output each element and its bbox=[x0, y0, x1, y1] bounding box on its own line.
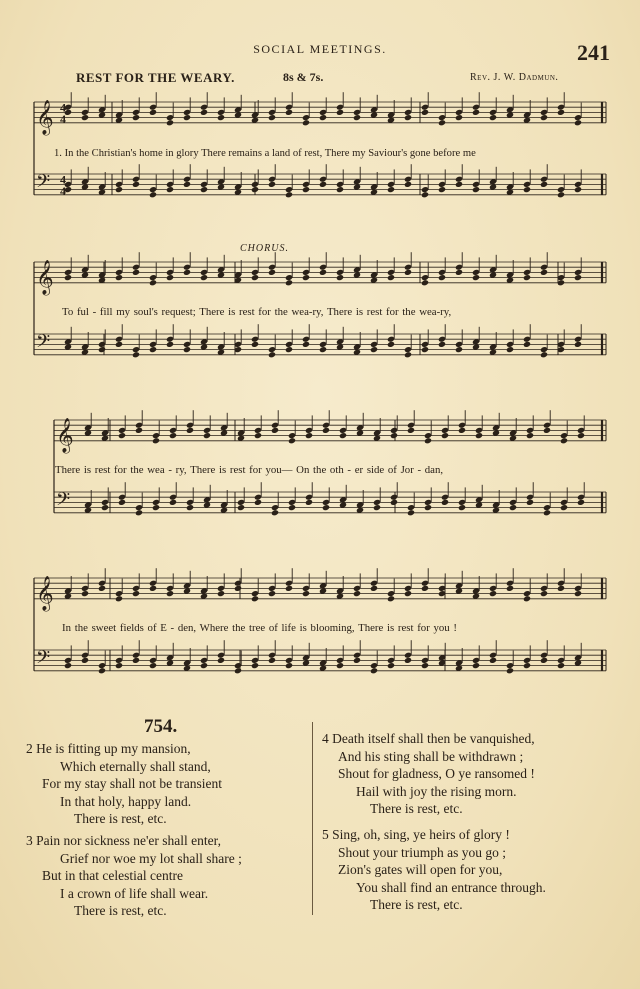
stanza-line: 3 Pain nor sickness ne'er shall enter, bbox=[26, 833, 221, 848]
notehead bbox=[370, 346, 378, 353]
notehead bbox=[540, 269, 548, 276]
notehead bbox=[302, 590, 310, 597]
notehead bbox=[217, 114, 225, 121]
notehead bbox=[404, 269, 412, 276]
notehead bbox=[166, 274, 174, 281]
notehead bbox=[251, 595, 259, 602]
notehead bbox=[319, 346, 327, 353]
stanza-line: Hail with joy the rising morn. bbox=[356, 783, 517, 799]
treble-clef: 𝄞 bbox=[36, 99, 54, 135]
notehead bbox=[438, 274, 446, 281]
notehead bbox=[186, 427, 194, 434]
lyric-line-3: There is rest for the wea - ry, There is rest for you— On the oth - er side of Jor - dan, bbox=[55, 464, 444, 476]
notehead bbox=[523, 341, 531, 348]
notehead bbox=[523, 595, 531, 602]
notehead bbox=[285, 662, 293, 669]
time-signature: 4 bbox=[60, 172, 66, 187]
notehead bbox=[132, 269, 140, 276]
notehead bbox=[98, 585, 106, 592]
notehead bbox=[319, 181, 327, 188]
stanza-line: Which eternally shall stand, bbox=[60, 758, 211, 774]
notehead bbox=[183, 181, 191, 188]
notehead bbox=[458, 427, 466, 434]
notehead bbox=[540, 181, 548, 188]
stanza-line: In that holy, happy land. bbox=[60, 793, 192, 809]
stanza-line: Zion's gates will open for you, bbox=[338, 862, 503, 877]
notehead bbox=[234, 667, 242, 674]
notehead bbox=[404, 657, 412, 664]
notehead bbox=[81, 657, 89, 664]
notehead bbox=[543, 509, 551, 516]
treble-clef: 𝄞 bbox=[36, 259, 54, 295]
notehead bbox=[560, 437, 568, 444]
notehead bbox=[203, 432, 211, 439]
notehead bbox=[285, 279, 293, 286]
notehead bbox=[387, 595, 395, 602]
notehead bbox=[523, 186, 531, 193]
notehead bbox=[200, 274, 208, 281]
running-head: SOCIAL MEETINGS. bbox=[253, 42, 387, 56]
notehead bbox=[455, 181, 463, 188]
notehead bbox=[268, 590, 276, 597]
stanza-line: You shall find an entrance through. bbox=[356, 879, 546, 895]
notehead bbox=[509, 504, 517, 511]
notehead bbox=[540, 657, 548, 664]
notehead bbox=[268, 351, 276, 358]
notehead bbox=[557, 109, 565, 116]
stanza-line: And his sting shall be withdrawn ; bbox=[338, 748, 524, 764]
notehead bbox=[322, 504, 330, 511]
notehead bbox=[149, 109, 157, 116]
notehead bbox=[183, 346, 191, 353]
notehead bbox=[152, 437, 160, 444]
notehead bbox=[98, 667, 106, 674]
notehead bbox=[540, 351, 548, 358]
notehead bbox=[101, 504, 109, 511]
notehead bbox=[166, 590, 174, 597]
notehead bbox=[407, 509, 415, 516]
notehead bbox=[288, 437, 296, 444]
stanza-line: Shout for gladness, O ye ransomed ! bbox=[338, 766, 535, 781]
notehead bbox=[64, 662, 72, 669]
stanza-5 bbox=[322, 826, 546, 914]
notehead bbox=[319, 114, 327, 121]
notehead bbox=[455, 346, 463, 353]
notehead bbox=[268, 181, 276, 188]
notehead bbox=[404, 351, 412, 358]
column-divider bbox=[312, 722, 313, 915]
notehead bbox=[166, 186, 174, 193]
notehead bbox=[271, 427, 279, 434]
notehead bbox=[200, 186, 208, 193]
stanza-line: Shout your triumph as you go ; bbox=[338, 844, 506, 860]
notehead bbox=[132, 351, 140, 358]
notehead bbox=[251, 662, 259, 669]
notehead bbox=[441, 432, 449, 439]
notehead bbox=[472, 662, 480, 669]
notehead bbox=[424, 504, 432, 511]
notehead bbox=[115, 662, 123, 669]
notehead bbox=[234, 585, 242, 592]
notehead bbox=[271, 509, 279, 516]
notehead bbox=[353, 657, 361, 664]
notehead bbox=[285, 346, 293, 353]
notehead bbox=[149, 585, 157, 592]
stanza-line: 4 Death itself shall then be vanquished, bbox=[322, 731, 535, 746]
notehead bbox=[540, 590, 548, 597]
treble-clef: 𝄞 bbox=[36, 575, 54, 611]
notehead bbox=[149, 279, 157, 286]
notehead bbox=[373, 504, 381, 511]
notehead bbox=[135, 509, 143, 516]
notehead bbox=[132, 657, 140, 664]
notehead bbox=[506, 667, 514, 674]
notehead bbox=[441, 499, 449, 506]
notehead bbox=[237, 504, 245, 511]
notehead bbox=[574, 186, 582, 193]
notehead bbox=[322, 427, 330, 434]
notehead bbox=[169, 499, 177, 506]
stanza-refrain: There is rest, etc. bbox=[370, 801, 463, 816]
notehead bbox=[390, 499, 398, 506]
notehead bbox=[118, 499, 126, 506]
notehead bbox=[438, 186, 446, 193]
notehead bbox=[421, 191, 429, 198]
notehead bbox=[574, 590, 582, 597]
notehead bbox=[506, 346, 514, 353]
time-signature: 4 bbox=[60, 100, 66, 115]
notehead bbox=[149, 662, 157, 669]
notehead bbox=[186, 504, 194, 511]
notehead bbox=[115, 595, 123, 602]
notehead bbox=[489, 590, 497, 597]
notehead bbox=[183, 269, 191, 276]
notehead bbox=[421, 346, 429, 353]
notehead bbox=[540, 114, 548, 121]
notehead bbox=[438, 341, 446, 348]
notehead bbox=[98, 346, 106, 353]
notehead bbox=[149, 191, 157, 198]
lyric-line-4: In the sweet fields of E - den, Where the tree of life is blooming, There is rest for you ! bbox=[62, 622, 457, 634]
notehead bbox=[81, 590, 89, 597]
notehead bbox=[489, 114, 497, 121]
notehead bbox=[574, 341, 582, 348]
notehead bbox=[472, 274, 480, 281]
stanza-line: For my stay shall not be transient bbox=[42, 776, 222, 791]
notehead bbox=[574, 274, 582, 281]
notehead bbox=[183, 114, 191, 121]
notehead bbox=[336, 109, 344, 116]
notehead bbox=[254, 432, 262, 439]
notehead bbox=[489, 657, 497, 664]
notehead bbox=[370, 667, 378, 674]
notehead bbox=[557, 191, 565, 198]
notehead bbox=[390, 432, 398, 439]
notehead bbox=[472, 109, 480, 116]
notehead bbox=[421, 109, 429, 116]
notehead bbox=[118, 432, 126, 439]
hymn-number: 754. bbox=[144, 716, 178, 737]
notehead bbox=[149, 346, 157, 353]
notehead bbox=[557, 585, 565, 592]
time-signature: 4 bbox=[60, 183, 66, 198]
notehead bbox=[438, 119, 446, 126]
notehead bbox=[254, 499, 262, 506]
notehead bbox=[285, 109, 293, 116]
notehead bbox=[200, 109, 208, 116]
stanza-line: 5 Sing, oh, sing, ye heirs of glory ! bbox=[322, 827, 510, 842]
composer-credit: Rev. J. W. Dadmun. bbox=[470, 72, 559, 83]
notehead bbox=[455, 114, 463, 121]
notehead bbox=[526, 432, 534, 439]
notehead bbox=[200, 662, 208, 669]
notehead bbox=[135, 427, 143, 434]
hymn-title: REST FOR THE WEARY. bbox=[76, 70, 235, 85]
lyric-line-1: 1. In the Christian's home in glory There remains a land of rest, There my Saviour's gone before me bbox=[54, 148, 476, 159]
bass-clef: 𝄢 bbox=[56, 489, 71, 515]
stanza-3 bbox=[26, 832, 242, 920]
notehead bbox=[285, 585, 293, 592]
hymn-meter: 8s & 7s. bbox=[283, 70, 324, 84]
treble-clef: 𝄞 bbox=[56, 417, 74, 453]
notehead bbox=[132, 590, 140, 597]
lyric-line-2: To ful - fill my soul's request; There is rest for the wea-ry, There is rest for the wea-ry, bbox=[62, 306, 452, 318]
time-signature: 4 bbox=[60, 111, 66, 126]
stanza-line: I a crown of life shall wear. bbox=[60, 885, 209, 901]
notehead bbox=[132, 181, 140, 188]
notehead bbox=[217, 657, 225, 664]
notehead bbox=[421, 585, 429, 592]
notehead bbox=[455, 269, 463, 276]
stanza-line: Grief nor woe my lot shall share ; bbox=[60, 850, 242, 866]
notehead bbox=[302, 186, 310, 193]
notehead bbox=[336, 662, 344, 669]
notehead bbox=[574, 119, 582, 126]
notehead bbox=[268, 114, 276, 121]
notehead bbox=[251, 186, 259, 193]
notehead bbox=[421, 662, 429, 669]
notehead bbox=[475, 432, 483, 439]
notehead bbox=[387, 341, 395, 348]
notehead bbox=[302, 119, 310, 126]
bass-clef: 𝄢 bbox=[36, 647, 51, 673]
notehead bbox=[407, 427, 415, 434]
bass-clef: 𝄢 bbox=[36, 331, 51, 357]
notehead bbox=[353, 114, 361, 121]
notehead bbox=[577, 499, 585, 506]
notehead bbox=[251, 274, 259, 281]
notehead bbox=[132, 114, 140, 121]
notehead bbox=[305, 432, 313, 439]
notehead bbox=[387, 274, 395, 281]
notehead bbox=[404, 181, 412, 188]
notehead bbox=[339, 432, 347, 439]
notehead bbox=[302, 341, 310, 348]
notehead bbox=[288, 504, 296, 511]
notehead bbox=[472, 186, 480, 193]
notehead bbox=[506, 585, 514, 592]
stanza-refrain: There is rest, etc. bbox=[74, 903, 167, 918]
notehead bbox=[336, 274, 344, 281]
notehead bbox=[523, 662, 531, 669]
stanza-4 bbox=[322, 730, 535, 818]
notehead bbox=[268, 269, 276, 276]
stanza-refrain: There is rest, etc. bbox=[370, 897, 463, 912]
notehead bbox=[115, 186, 123, 193]
chorus-label: CHORUS. bbox=[240, 243, 289, 254]
notehead bbox=[305, 499, 313, 506]
notehead bbox=[81, 114, 89, 121]
stanza-refrain: There is rest, etc. bbox=[74, 811, 167, 826]
notehead bbox=[217, 590, 225, 597]
notehead bbox=[353, 590, 361, 597]
notehead bbox=[166, 341, 174, 348]
notehead bbox=[336, 186, 344, 193]
notehead bbox=[64, 274, 72, 281]
notehead bbox=[115, 274, 123, 281]
notehead bbox=[387, 186, 395, 193]
notehead bbox=[251, 341, 259, 348]
notehead bbox=[404, 590, 412, 597]
stanza-2 bbox=[26, 740, 222, 828]
stanza-line: But in that celestial centre bbox=[42, 868, 183, 883]
notehead bbox=[543, 427, 551, 434]
page-number: 241 bbox=[577, 40, 610, 65]
bass-clef: 𝄢 bbox=[36, 171, 51, 197]
notehead bbox=[577, 432, 585, 439]
notehead bbox=[523, 274, 531, 281]
notehead bbox=[560, 504, 568, 511]
notehead bbox=[458, 504, 466, 511]
notehead bbox=[115, 341, 123, 348]
notehead bbox=[557, 662, 565, 669]
notehead bbox=[421, 279, 429, 286]
notehead bbox=[424, 437, 432, 444]
notehead bbox=[387, 662, 395, 669]
notehead bbox=[319, 269, 327, 276]
notehead bbox=[169, 432, 177, 439]
notehead bbox=[152, 504, 160, 511]
notehead bbox=[370, 585, 378, 592]
stanza-line: 2 He is fitting up my mansion, bbox=[26, 741, 191, 756]
notehead bbox=[404, 114, 412, 121]
notehead bbox=[268, 657, 276, 664]
notehead bbox=[526, 499, 534, 506]
notehead bbox=[166, 119, 174, 126]
notehead bbox=[302, 274, 310, 281]
notehead bbox=[285, 191, 293, 198]
